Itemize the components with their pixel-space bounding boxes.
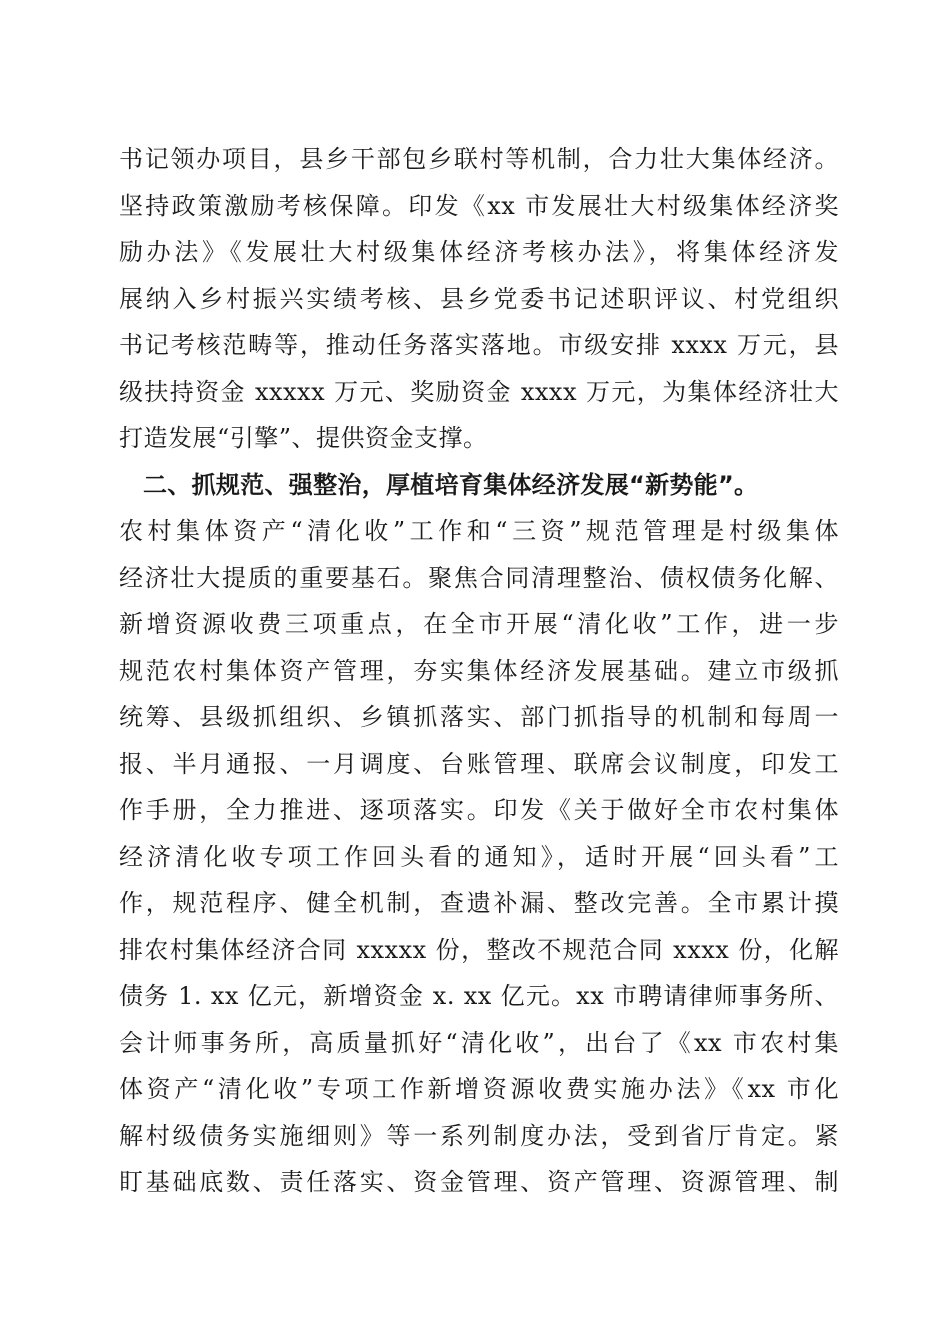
paragraph-1: [119, 136, 839, 462]
section-heading: 二、抓规范、强整治，厚植培育集体经济发展“新势能”。: [143, 470, 759, 499]
paragraph-line: 报、半月通报、一月调度、台账管理、联席会议制度，印发工: [119, 749, 839, 778]
paragraph-line: 盯基础底数、责任落实、资金管理、资产管理、资源管理、制: [119, 1168, 839, 1196]
paragraph-line: 债务 1. xx 亿元，新增资金 x. xx 亿元。xx 市聘请律师事务所、: [119, 982, 839, 1010]
paragraph-line: 体资产“清化收”专项工作新增资源收费实施办法》《xx 市化: [119, 1075, 839, 1103]
paragraph-line: 经济清化收专项工作回头看的通知》，适时开展“回头看”工: [119, 842, 839, 871]
paragraph-2: [119, 508, 839, 1206]
paragraph-line: 坚持政策激励考核保障。印发《xx 市发展壮大村级集体经济奖: [119, 191, 839, 220]
paragraph-line: 作，规范程序、健全机制，查遗补漏、整改完善。全市累计摸: [119, 889, 839, 917]
paragraph-line: 农村集体资产“清化收”工作和“三资”规范管理是村级集体: [119, 517, 839, 545]
paragraph-line: 书记考核范畴等，推动任务落实落地。市级安排 xxxx 万元，县: [119, 331, 839, 359]
paragraph-line: 统筹、县级抓组织、乡镇抓落实、部门抓指导的机制和每周一: [119, 703, 839, 731]
paragraph-line: 展纳入乡村振兴实绩考核、县乡党委书记述职评议、村党组织: [119, 284, 839, 313]
paragraph-line: 作手册，全力推进、逐项落实。印发《关于做好全市农村集体: [119, 796, 839, 824]
paragraph-line: 新增资源收费三项重点，在全市开展“清化收”工作，进一步: [119, 610, 839, 638]
document-body: [119, 136, 839, 1206]
paragraph-line: 书记领办项目，县乡干部包乡联村等机制，合力壮大集体经济。: [119, 145, 839, 173]
paragraph-line: 励办法》《发展壮大村级集体经济考核办法》，将集体经济发: [119, 238, 839, 266]
paragraph-line: 会计师事务所，高质量抓好“清化收”，出台了《xx 市农村集: [119, 1028, 839, 1057]
paragraph-line: 打造发展“引擎”、提供资金支撑。: [119, 424, 488, 452]
paragraph-line: 经济壮大提质的重要基石。聚焦合同清理整治、债权债务化解、: [119, 563, 839, 592]
paragraph-line: 排农村集体经济合同 xxxxx 份，整改不规范合同 xxxx 份，化解: [119, 935, 839, 964]
paragraph-line: 解村级债务实施细则》等一系列制度办法，受到省厅肯定。紧: [119, 1121, 839, 1150]
paragraph-line: 规范农村集体资产管理，夯实集体经济发展基础。建立市级抓: [119, 656, 839, 685]
paragraph-line: 级扶持资金 xxxxx 万元、奖励资金 xxxx 万元，为集体经济壮大: [119, 377, 839, 406]
